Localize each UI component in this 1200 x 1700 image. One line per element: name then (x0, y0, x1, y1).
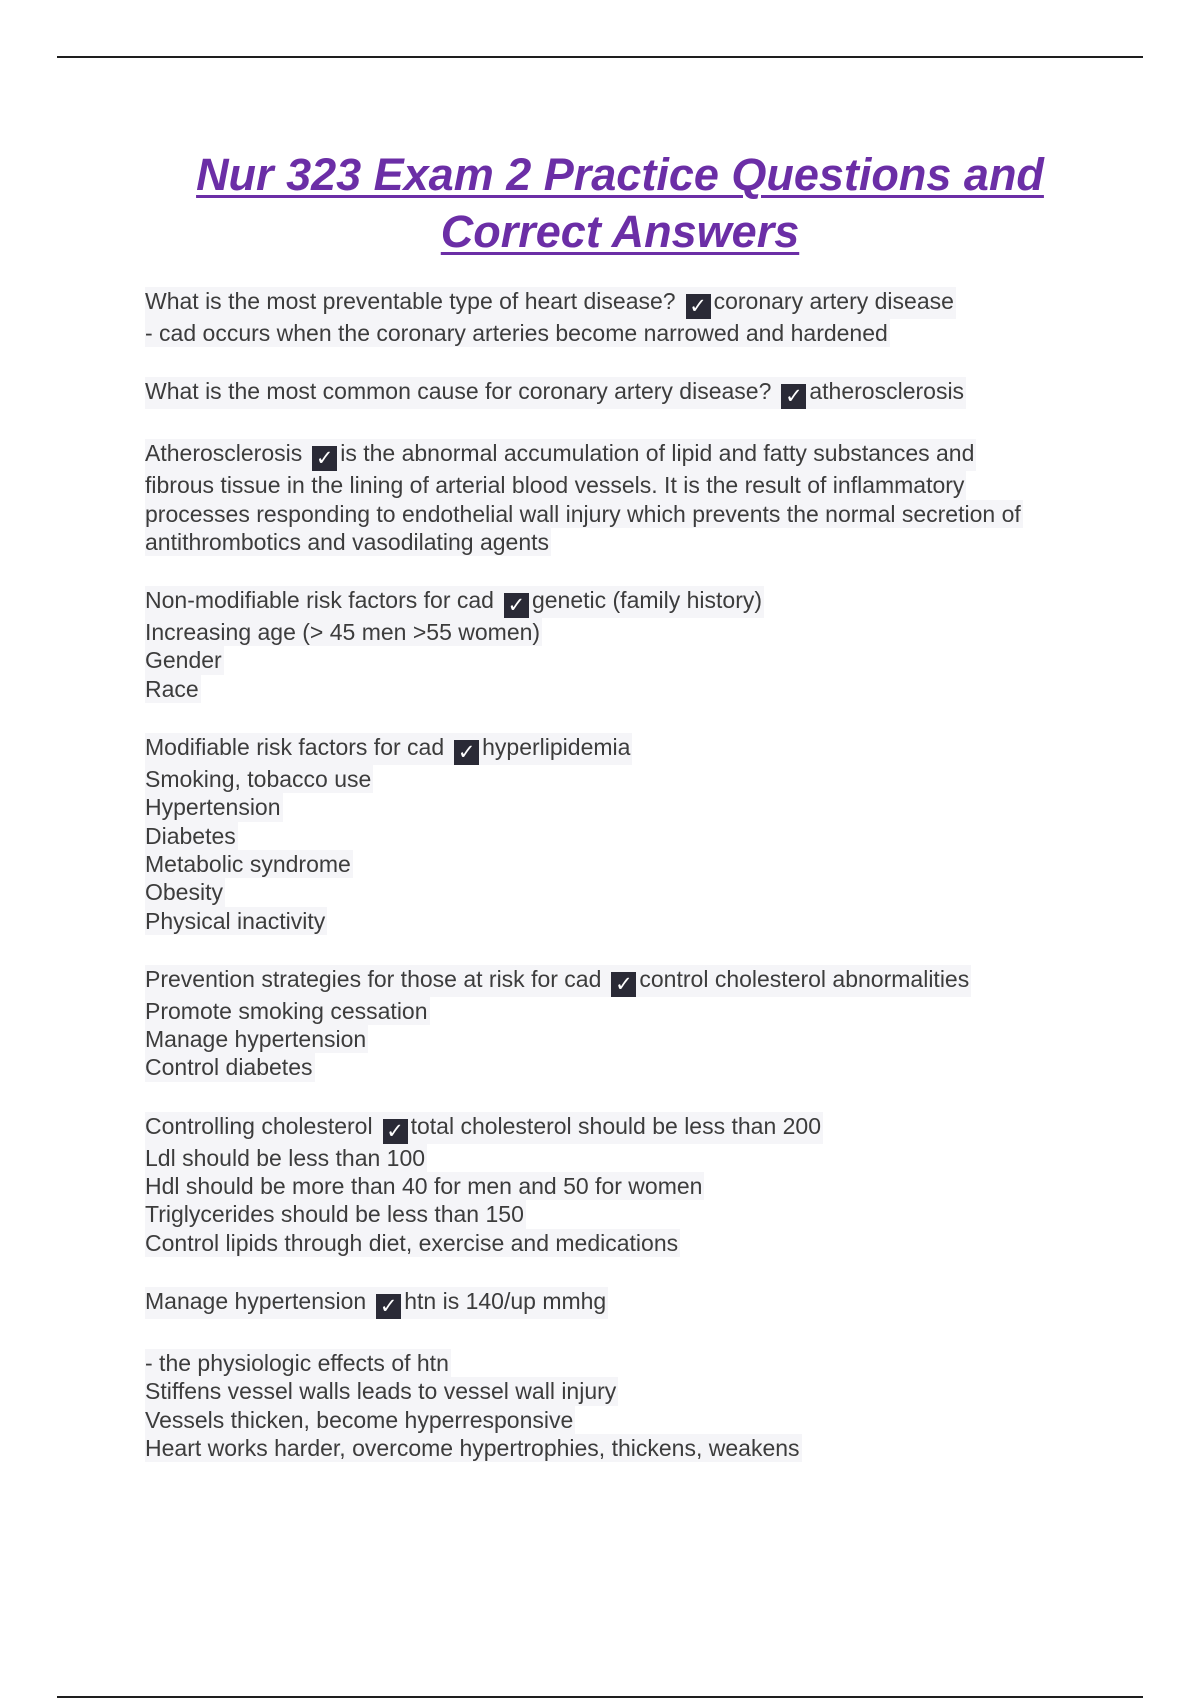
answer-text: control cholesterol abnormalities (639, 965, 970, 992)
answer-line: Physical inactivity (145, 907, 326, 934)
checkmark-icon: ✓ (611, 972, 636, 997)
answer-line: Gender (145, 647, 222, 674)
answer-line: Increasing age (> 45 men >55 women) (145, 619, 541, 646)
qa-item-3 (145, 439, 1145, 556)
qa-item-4 (145, 586, 1145, 703)
qa-first-line (145, 1112, 823, 1144)
effects-line: Heart works harder, overcome hypertrophies, thickens, weakens (145, 1434, 800, 1461)
question-text: Non-modifiable risk factors for cad (145, 587, 494, 614)
question-text: Prevention strategies for those at risk for cad (145, 965, 602, 992)
qa-item-1 (145, 287, 1145, 347)
checkmark-icon: ✓ (504, 593, 529, 618)
answer-line: Race (145, 675, 199, 702)
effects-line: Vessels thicken, become hyperresponsive (145, 1406, 574, 1433)
answer-line: processes responding to endothelial wall injury which prevents the normal secretion of (145, 500, 1021, 527)
qa-first-line (145, 439, 976, 471)
qa-first-line (145, 287, 956, 319)
question-text: Manage hypertension (145, 1287, 367, 1314)
answer-line: Hypertension (145, 794, 281, 821)
answer-line: Smoking, tobacco use (145, 766, 372, 793)
answer-text: atherosclerosis (809, 378, 965, 405)
answer-text: total cholesterol should be less than 200 (410, 1112, 822, 1139)
question-text: Controlling cholesterol (145, 1112, 373, 1139)
answer-text: is the abnormal accumulation of lipid and fatty substances and (340, 440, 975, 467)
title-line-1: Nur 323 Exam 2 Practice Questions and (196, 149, 1044, 200)
page-title (60, 146, 1180, 260)
checkmark-icon: ✓ (686, 294, 711, 319)
qa-first-line (145, 733, 632, 765)
checkmark-icon: ✓ (454, 740, 479, 765)
effects-line: - the physiologic effects of htn (145, 1349, 449, 1376)
qa-item-2 (145, 377, 1145, 409)
answer-text: coronary artery disease (713, 288, 954, 314)
checkmark-icon: ✓ (312, 446, 337, 471)
answer-text: genetic (family history) (531, 587, 763, 614)
answer-line: antithrombotics and vasodilating agents (145, 528, 550, 555)
question-text: What is the most common cause for coronary artery disease? (145, 378, 772, 405)
answer-line: Hdl should be more than 40 for men and 50 for women (145, 1173, 703, 1200)
qa-item-7 (145, 1112, 1145, 1257)
qa-first-line (145, 965, 971, 997)
answer-line: Triglycerides should be less than 150 (145, 1201, 524, 1228)
checkmark-icon: ✓ (376, 1294, 401, 1319)
answer-line: Metabolic syndrome (145, 850, 351, 877)
answer-line: Ldl should be less than 100 (145, 1144, 426, 1171)
htn-effects-block (145, 1349, 1145, 1462)
qa-first-line (145, 377, 966, 409)
answer-line: Obesity (145, 879, 223, 906)
qa-first-line (145, 586, 764, 618)
answer-line: Manage hypertension (145, 1026, 367, 1053)
answer-line: Diabetes (145, 822, 236, 849)
qa-first-line (145, 1287, 608, 1319)
question-text: What is the most preventable type of heart disease? (145, 288, 676, 314)
qa-item-5 (145, 733, 1145, 935)
answer-line: Control lipids through diet, exercise and medications (145, 1229, 679, 1256)
answer-text: htn is 140/up mmhg (404, 1287, 607, 1314)
qa-item-8 (145, 1287, 1145, 1319)
answer-line: Promote smoking cessation (145, 997, 428, 1024)
answer-line: - cad occurs when the coronary arteries become narrowed and hardened (145, 320, 888, 346)
answer-text: hyperlipidemia (482, 734, 631, 761)
qa-item-6 (145, 965, 1145, 1082)
question-text: Atherosclerosis (145, 440, 303, 467)
answer-line: fibrous tissue in the lining of arterial blood vessels. It is the result of inflammatory (145, 472, 965, 499)
checkmark-icon: ✓ (383, 1119, 408, 1144)
top-rule (57, 56, 1143, 58)
question-text: Modifiable risk factors for cad (145, 734, 445, 761)
qa-content (145, 287, 1145, 1462)
checkmark-icon: ✓ (781, 384, 806, 409)
answer-line: Control diabetes (145, 1054, 313, 1081)
effects-line: Stiffens vessel walls leads to vessel wall injury (145, 1378, 617, 1405)
bottom-rule (57, 1696, 1143, 1698)
title-line-2: Correct Answers (440, 206, 800, 257)
